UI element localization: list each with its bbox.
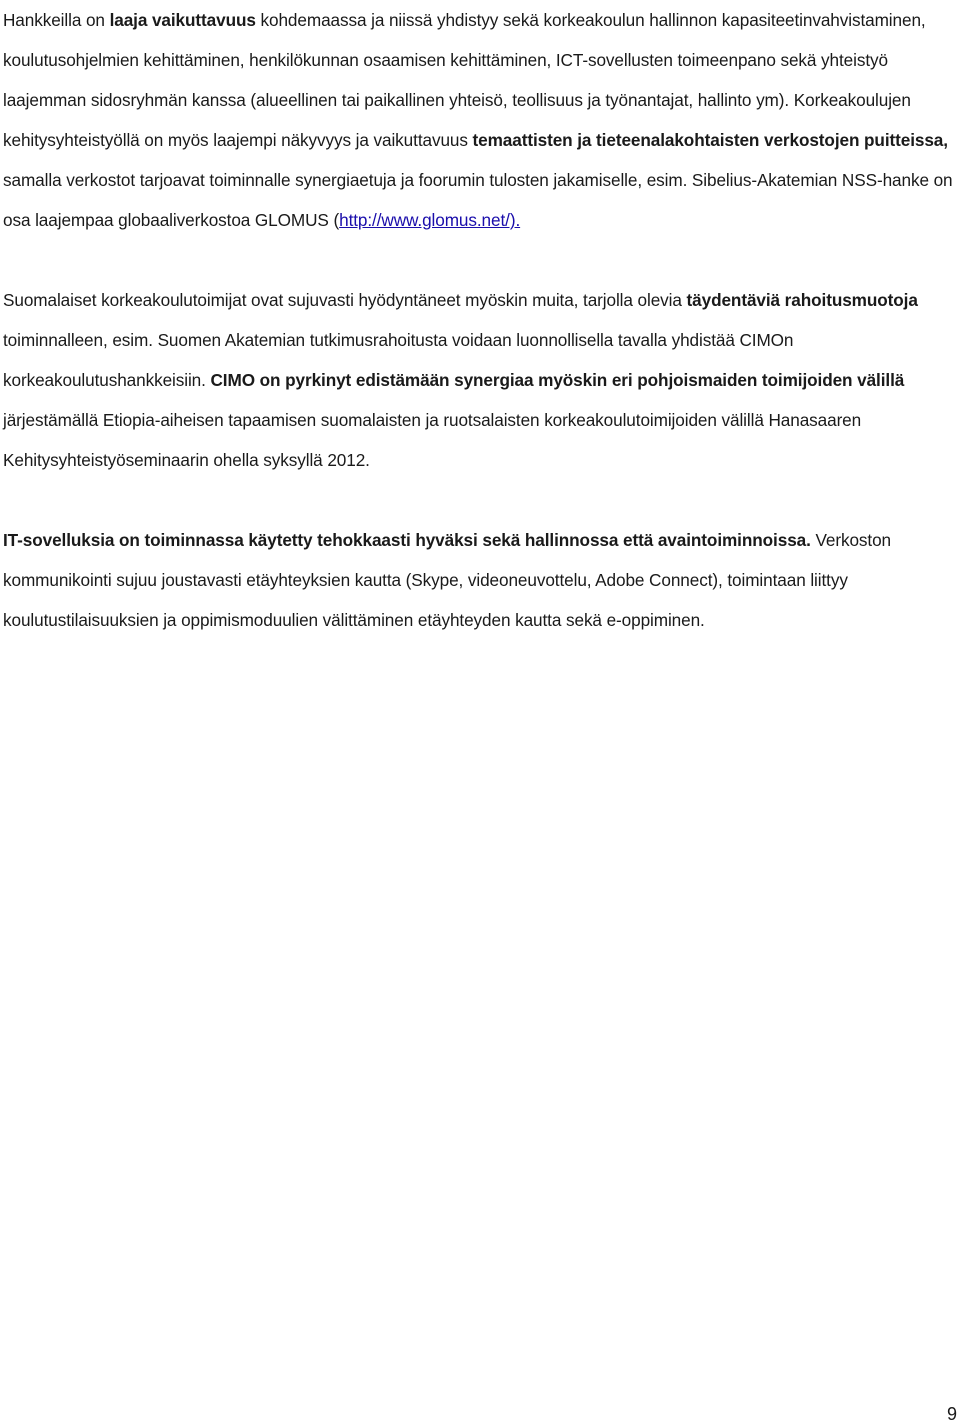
text-run: Suomalaiset korkeakoulutoimijat ovat sujuvasti hyödyntäneet myöskin muita, tarjolla olevia <box>3 290 687 310</box>
paragraph-it <box>3 520 957 640</box>
glomus-link[interactable]: http://www.glomus.net/). <box>339 210 521 230</box>
bold-run: IT-sovelluksia on toiminnassa käytetty tehokkaasti hyväksi sekä hallinnossa että avaintoiminnoissa. <box>3 530 811 550</box>
text-run: toiminnalleen, esim. Suomen Akatemian tutkimusrahoitusta voidaan luonnollisella tavalla yhdistää CIMOn korkeakoulutushankkeisiin. <box>3 330 794 390</box>
bold-run: täydentäviä rahoitusmuotoja <box>686 290 918 310</box>
bold-run: CIMO on pyrkinyt edistämään synergiaa myöskin eri pohjoismaiden toimijoiden välillä <box>210 370 905 390</box>
bold-run: laaja vaikuttavuus <box>109 10 256 30</box>
document-body <box>3 0 957 640</box>
bold-run: temaattisten ja tieteenalakohtaisten verkostojen puitteissa, <box>472 130 948 150</box>
text-run: samalla verkostot tarjoavat toiminnalle synergiaetuja ja foorumin tulosten jakamiselle, esim. Sibelius-Akatemian NSS-hanke on osa laajempaa globaaliverkostoa GLOMUS ( <box>3 170 953 230</box>
page-number: 9 <box>946 1404 957 1424</box>
text-run: kohdemaassa ja niissä yhdistyy sekä korkeakoulun hallinnon kapasiteetinvahvistaminen, koulutusohjelmien kehittäminen, henkilökunnan osaamisen kehittäminen, ICT-sovellusten toimeenpano sekä yhteistyö laajemman sidosryhmän kanssa (alueellinen tai paikallinen yhteisö, teollisuus ja työnantajat, hallinto ym). Korkeakoulujen kehitysyhteistyöllä on myös laajempi näkyvyys ja vaikuttavuus <box>3 10 926 150</box>
text-run: järjestämällä Etiopia-aiheisen tapaamisen suomalaisten ja ruotsalaisten korkeakoulutoimijoiden välillä Hanasaaren Kehitysyhteistyöseminaarin ohella syksyllä 2012. <box>3 410 862 470</box>
text-run: Verkoston kommunikointi sujuu joustavasti etäyhteyksien kautta (Skype, videoneuvottelu, Adobe Connect), toimintaan liittyy koulutustilaisuuksien ja oppimismoduulien välittäminen etäyhteyden kautta sekä e-oppiminen. <box>3 530 892 630</box>
paragraph-impact <box>3 0 957 240</box>
text-run: Hankkeilla on <box>3 10 110 30</box>
paragraph-funding <box>3 280 957 480</box>
